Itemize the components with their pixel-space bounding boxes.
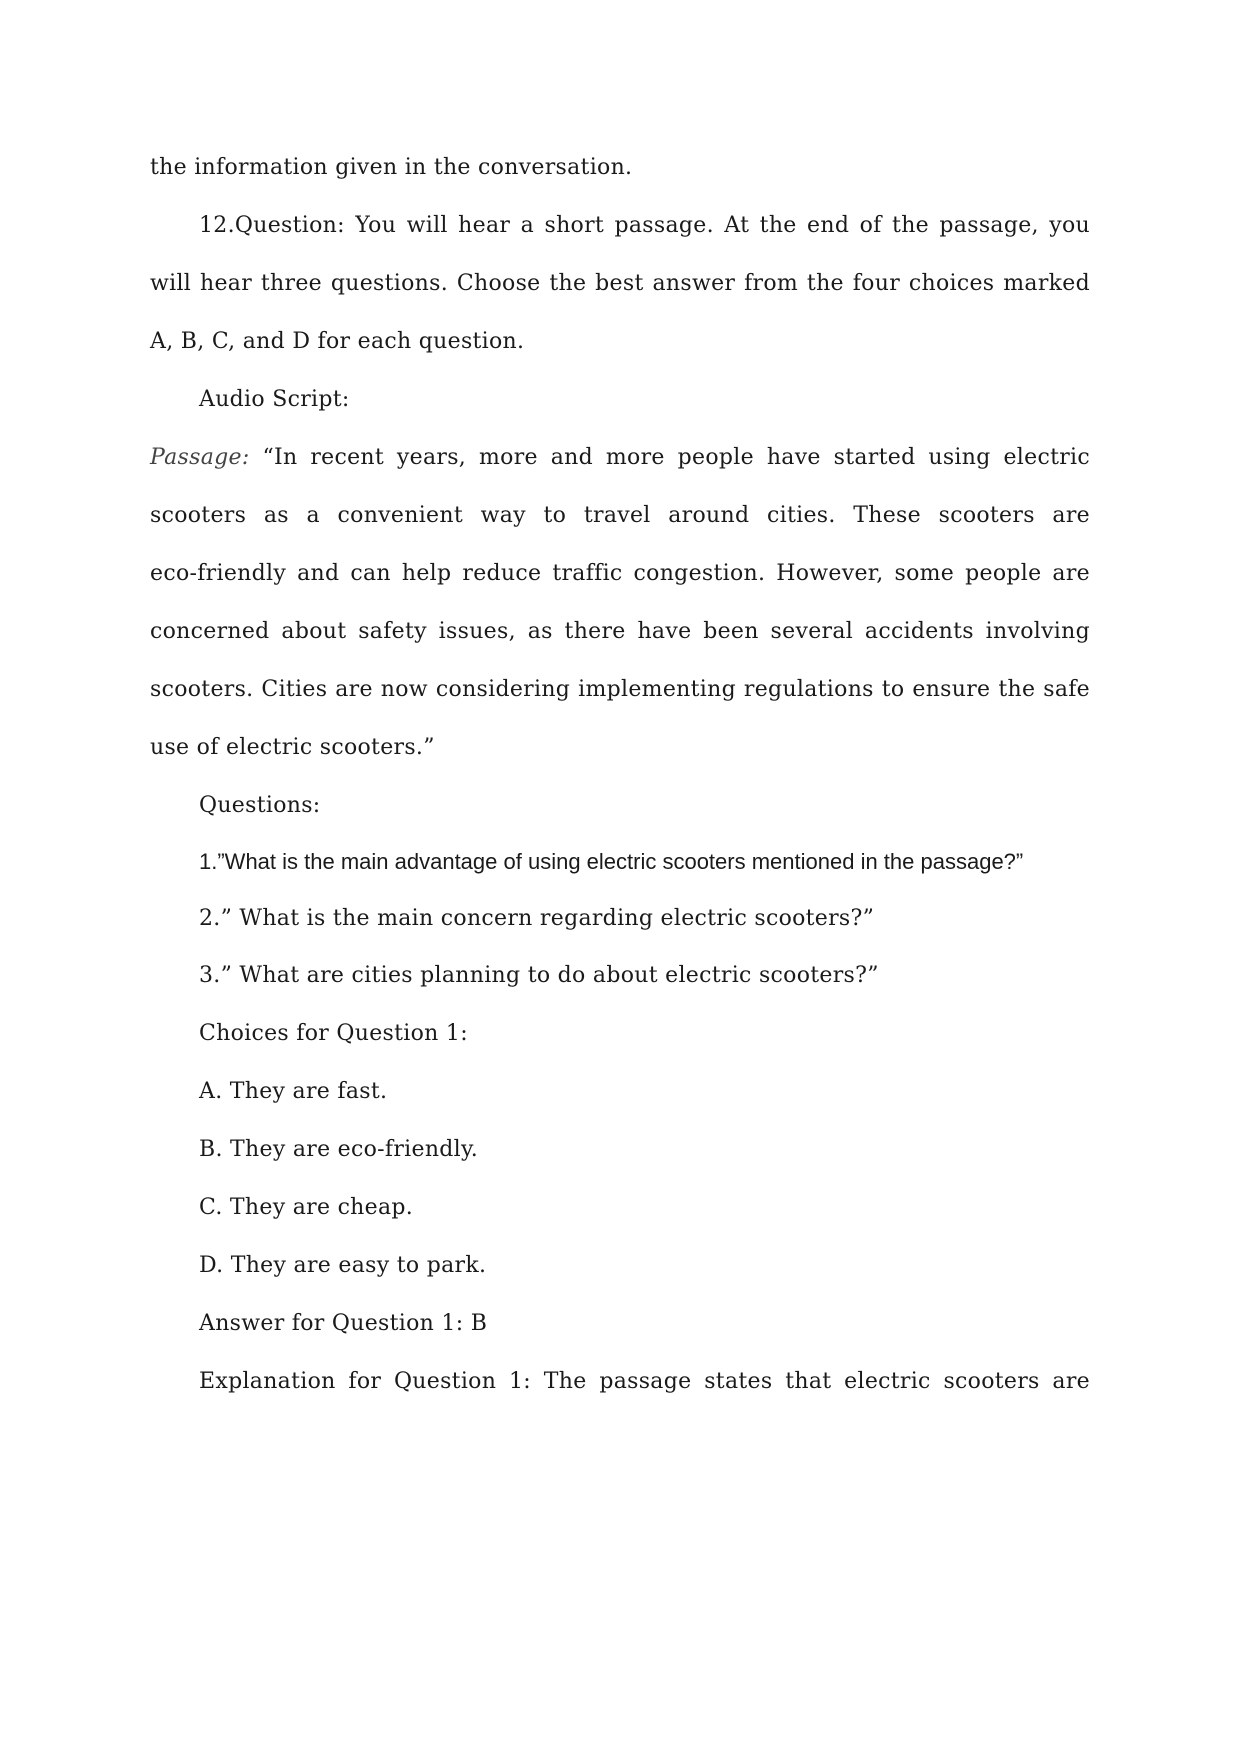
choice-c: C. They are cheap. [199,1195,414,1220]
explanation-line: Explanation for Question 1: The passage states that electric scooters are [199,1369,1090,1394]
question-2: 2.” What is the main concern regarding electric scooters?” [199,906,875,931]
text-line: the information given in the conversation. [150,155,633,180]
passage-line-3: eco-friendly and can help reduce traffic congestion. However, some people are [150,561,1090,586]
passage-line-4: concerned about safety issues, as there have been several accidents involving [150,619,1090,644]
choice-d: D. They are easy to park. [199,1253,487,1278]
passage-text: “In recent years, more and more people have started using electric [262,445,1091,470]
question-12-line-3: A, B, C, and D for each question. [150,329,525,354]
passage-line-5: scooters. Cities are now considering implementing regulations to ensure the safe [150,677,1090,702]
question-12-line-2: will hear three questions. Choose the best answer from the four choices marked [150,271,1090,296]
audio-script-heading: Audio Script: [199,387,350,412]
passage-line-2: scooters as a convenient way to travel around cities. These scooters are [150,503,1090,528]
passage-label: Passage: [150,445,250,470]
choice-b: B. They are eco-friendly. [199,1137,479,1162]
answer-line: Answer for Question 1: B [199,1311,488,1336]
question-12-line-1: 12.Question: You will hear a short passage. At the end of the passage, you [199,213,1090,238]
passage-line-1 [150,443,1090,473]
question-3: 3.” What are cities planning to do about electric scooters?” [199,963,879,988]
choice-a: A. They are fast. [199,1079,388,1104]
question-1: 1.”What is the main advantage of using electric scooters mentioned in the passage?” [199,849,1024,874]
questions-heading: Questions: [199,793,321,818]
choices-heading: Choices for Question 1: [199,1021,468,1046]
passage-line-6: use of electric scooters.” [150,735,435,760]
